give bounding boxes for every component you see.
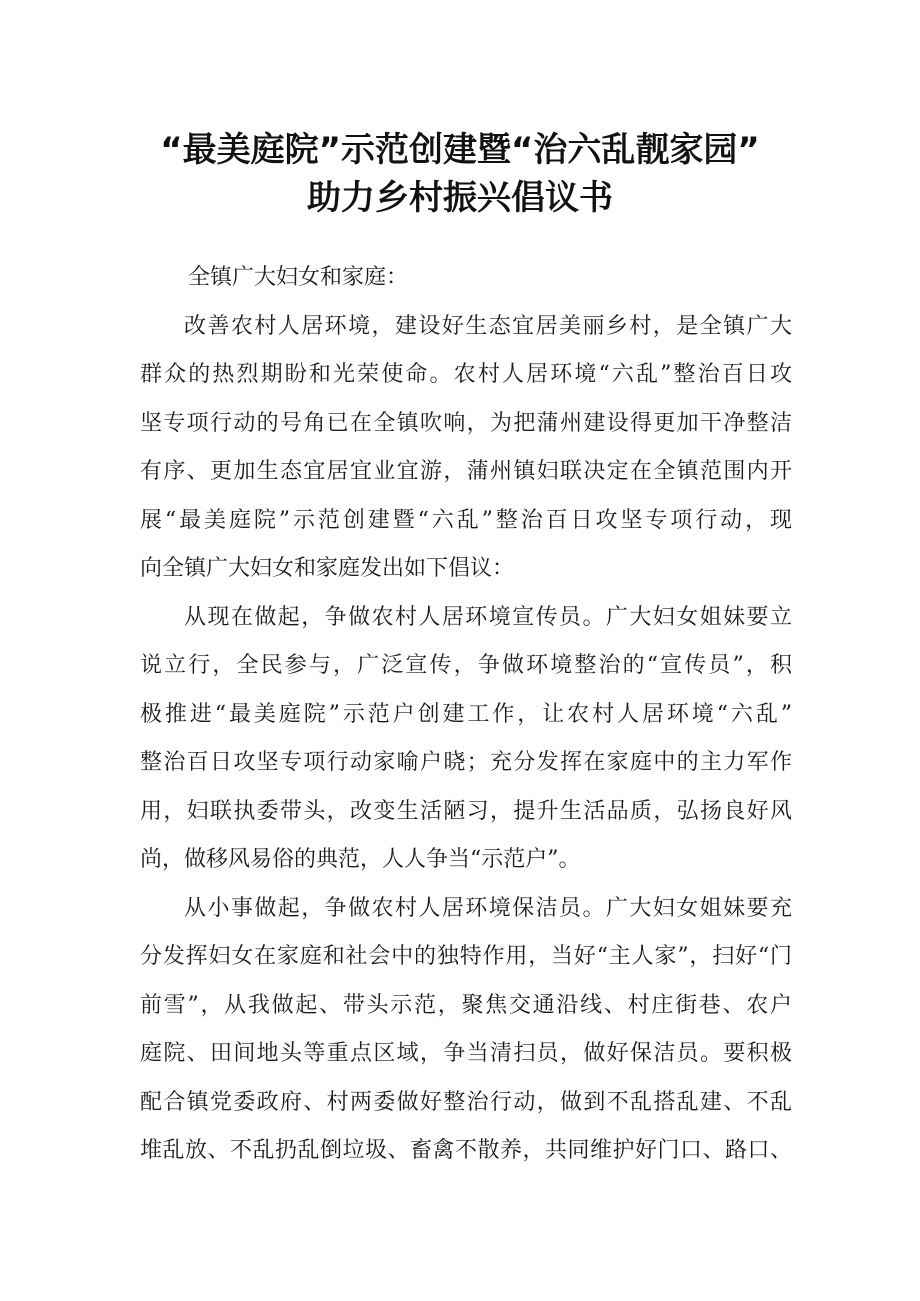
paragraph-3 bbox=[140, 885, 792, 1176]
paragraph-line: 前雪”，从我做起、带头示范，聚焦交通沿线、村庄街巷、农户 bbox=[140, 992, 792, 1018]
paragraph-line: 庭院、田间地头等重点区域，争当清扫员，做好保洁员。要积极 bbox=[140, 1041, 792, 1066]
paragraph-line: 整治百日攻坚专项行动家喻户晓；充分发挥在家庭中的主力军作 bbox=[140, 750, 792, 775]
paragraph-line: 群众的热烈期盼和光荣使命。农村人居环境“六乱”整治百日攻 bbox=[140, 362, 792, 387]
paragraph-line: 坚专项行动的号角已在全镇吹响，为把蒲州建设得更加干净整洁 bbox=[140, 410, 792, 436]
paragraph-line: 尚，做移风易俗的典范，人人争当“示范户”。 bbox=[140, 847, 581, 872]
paragraph-line: 极推进“最美庭院”示范户创建工作，让农村人居环境“六乱” bbox=[140, 701, 792, 727]
paragraph-line: 分发挥妇女在家庭和社会中的独特作用，当好“主人家”，扫好“门 bbox=[140, 944, 792, 969]
document-title-line-1: “最美庭院”示范创建暨“治六乱靓家园” bbox=[160, 130, 760, 170]
document-body bbox=[140, 254, 792, 1176]
paragraph-line: 向全镇广大妇女和家庭发出如下倡议： bbox=[140, 556, 515, 581]
paragraph-2 bbox=[140, 594, 792, 885]
salutation: 全镇广大妇女和家庭： bbox=[188, 265, 409, 290]
paragraph-line: 说立行，全民参与，广泛宣传，争做环境整治的“宣传员”，积 bbox=[140, 653, 792, 678]
paragraph-line: 改善农村人居环境，建设好生态宜居美丽乡村，是全镇广大 bbox=[184, 313, 792, 339]
paragraph-line: 堆乱放、不乱扔乱倒垃圾、畜禽不散养，共同维护好门口、路口、 bbox=[140, 1138, 792, 1163]
paragraph-line: 从现在做起，争做农村人居环境宣传员。广大妇女姐妹要立 bbox=[184, 604, 792, 630]
paragraph-line: 用，妇联执委带头，改变生活陋习，提升生活品质，弘扬良好风 bbox=[140, 798, 792, 824]
paragraph-1 bbox=[140, 303, 792, 594]
paragraph-line: 有序、更加生态宜居宜业宜游，蒲州镇妇联决定在全镇范围内开 bbox=[140, 459, 792, 484]
paragraph-line: 从小事做起，争做农村人居环境保洁员。广大妇女姐妹要充 bbox=[184, 895, 792, 921]
paragraph-line: 配合镇党委政府、村两委做好整治行动，做到不乱搭乱建、不乱 bbox=[140, 1089, 792, 1115]
document-title-line-2: 助力乡村振兴倡议书 bbox=[307, 178, 613, 218]
paragraph-line: 展“最美庭院”示范创建暨“六乱”整治百日攻坚专项行动，现 bbox=[140, 507, 792, 533]
